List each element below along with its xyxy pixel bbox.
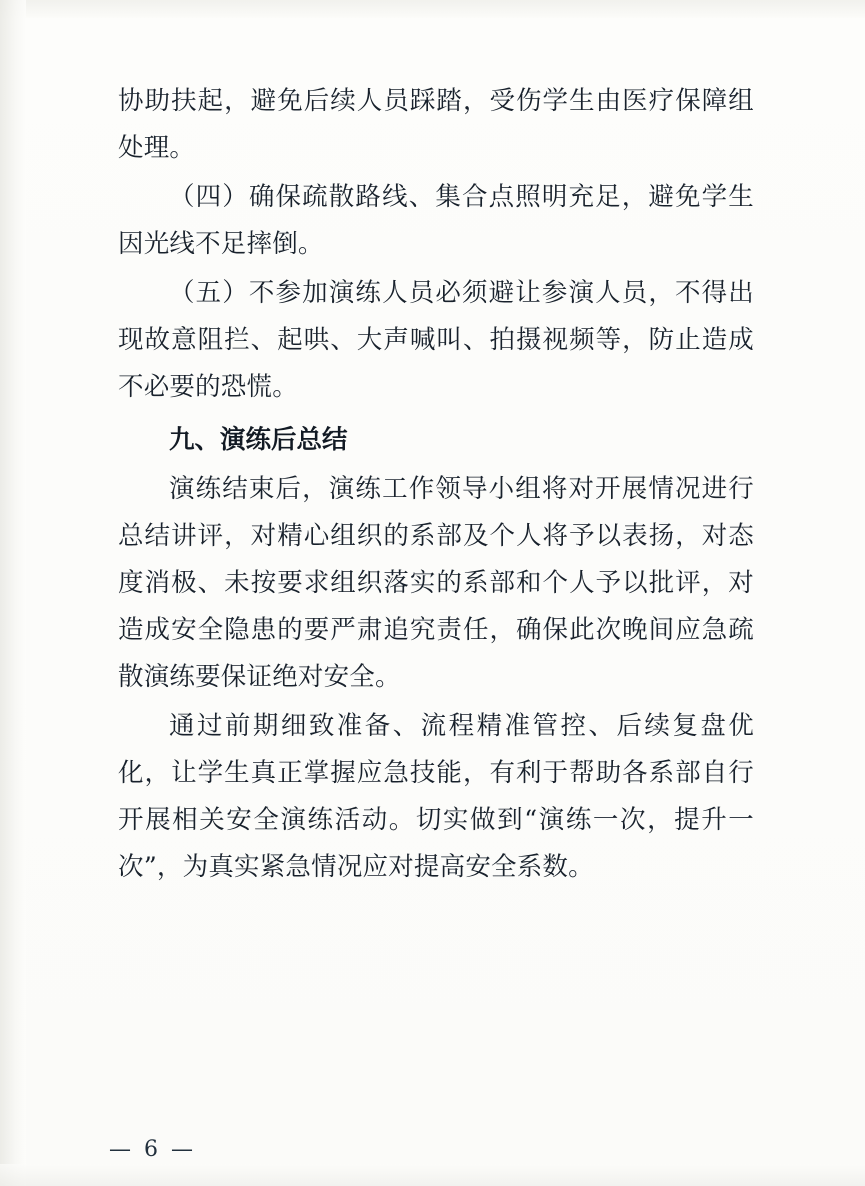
scan-edge-left <box>0 0 26 1186</box>
document-body <box>118 78 754 893</box>
scan-edge-top <box>0 0 865 18</box>
paragraph-item-four: （四）确保疏散路线、集合点照明充足，避免学生因光线不足摔倒。 <box>118 182 754 259</box>
paragraph-summary-one: 演练结束后，演练工作领导小组将对开展情况进行总结讲评，对精心组织的系部及个人将予以表扬，对态度消极、未按要求组织落实的系部和个人予以批评，对造成安全隐患的要严肃追究责任，确保此次晚间应急疏散演练要保证绝对安全。 <box>118 474 754 692</box>
paragraph-item-five: （五）不参加演练人员必须避让参演人员，不得出现故意阻拦、起哄、大声喊叫、拍摄视频等，防止造成不必要的恐慌。 <box>118 278 754 402</box>
section-heading: 九、演练后总结 <box>169 425 348 455</box>
scan-edge-bottom <box>0 1164 865 1186</box>
paragraph-continuation: 协助扶起，避免后续人员踩踏，受伤学生由医疗保障组处理。 <box>118 86 754 163</box>
paragraph-summary-two: 通过前期细致准备、流程精准管控、后续复盘优化，让学生真正掌握应急技能，有利于帮助各系部自行开展相关安全演练活动。切实做到“演练一次，提升一次”，为真实紧急情况应对提高安全系数。 <box>118 711 754 882</box>
page-footer <box>0 1137 865 1162</box>
page-number: — 6 — <box>109 1137 196 1162</box>
